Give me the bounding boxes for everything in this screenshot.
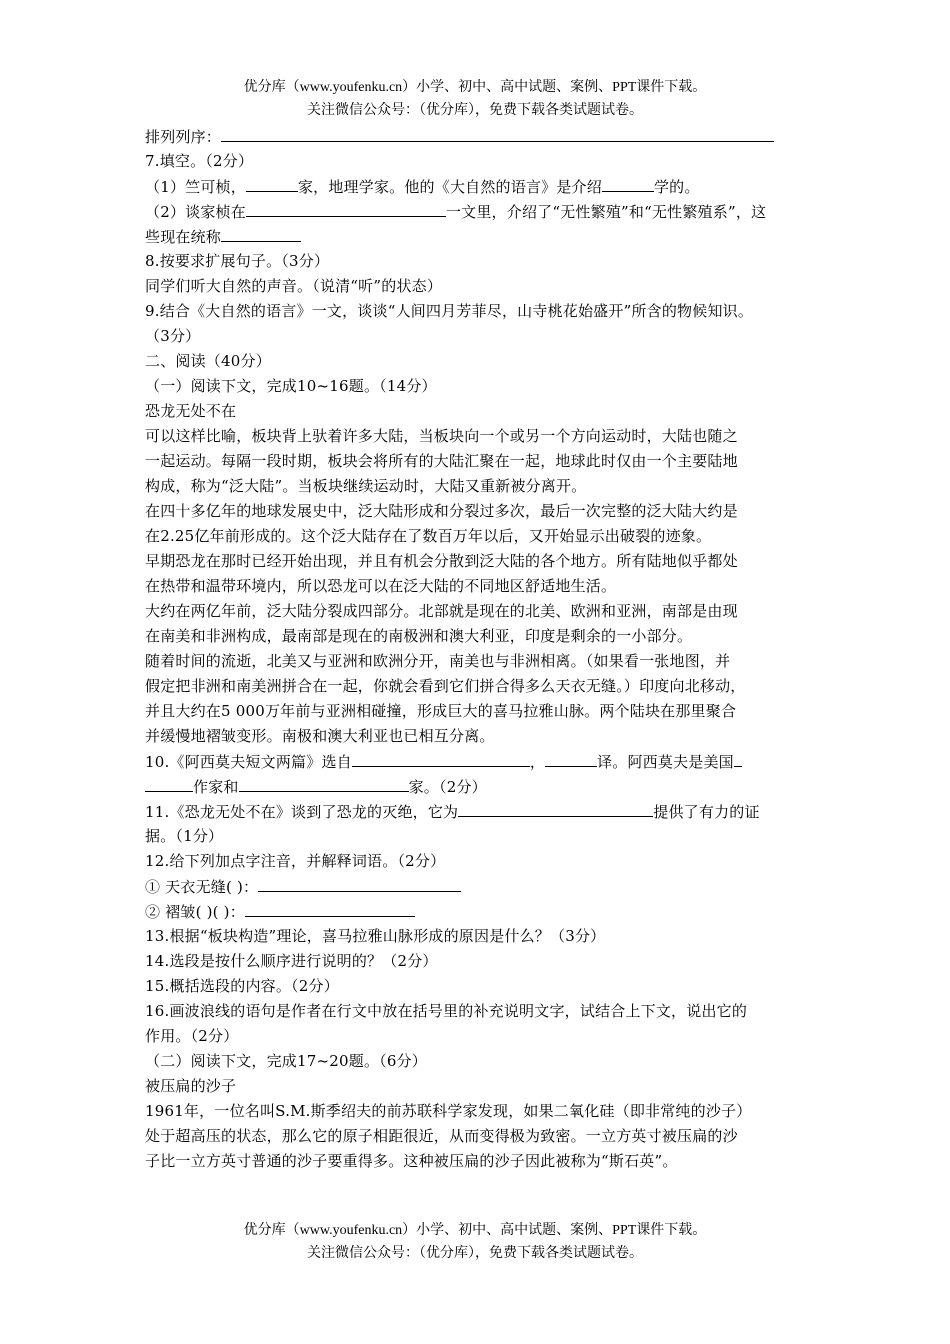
question-7: 7.填空。（2分） <box>145 152 254 170</box>
question-8-sentence: 同学们听大自然的声音。（说清“听”的状态） <box>145 277 443 295</box>
question-10: 10.《阿西莫夫短文两篇》选自 ， 译。阿西莫夫是美国 <box>145 749 810 774</box>
question-15: 15.概括选段的内容。（2分） <box>145 977 339 995</box>
passage-2-text: 处于超高压的状态，那么它的原子相距很近，从而变得极为致密。一立方英寸被压扁的沙 <box>145 1127 738 1145</box>
passage-1-text: 可以这样比喻，板块背上驮着许多大陆，当板块向一个或另一个方向运动时，大陆也随之 <box>145 427 738 445</box>
page-footer-line-1: 优分库（www.youfenku.cn）小学、初中、高中试题、案例、PPT课件下载。 <box>243 1223 707 1238</box>
page-footer-line-2: 关注微信公众号：（优分库），免费下载各类试题试卷。 <box>307 1246 643 1261</box>
page-header-line-2: 关注微信公众号：（优分库），免费下载各类试题试卷。 <box>307 103 643 118</box>
passage-1-text: 在四十多亿年的地球发展史中，泛大陆形成和分裂过多次，最后一次完整的泛大陆大约是 <box>145 502 738 520</box>
page-header-line-1: 优分库（www.youfenku.cn）小学、初中、高中试题、案例、PPT课件下载。 <box>243 80 707 95</box>
passage-2-text: 子比一立方英寸普通的沙子要重得多。这种被压扁的沙子因此被称为“斯石英”。 <box>145 1152 678 1170</box>
question-12: 12.给下列加点字注音，并解释词语。（2分） <box>145 852 446 870</box>
answer-blank <box>245 899 415 917</box>
answer-blank <box>258 874 461 892</box>
passage-1-text: 早期恐龙在那时已经开始出现，并且有机会分散到泛大陆的各个地方。所有陆地似乎都处 <box>145 552 738 570</box>
question-14: 14.选段是按什么顺序进行说明的？（2分） <box>145 952 438 970</box>
passage-1-text: 在南美和非洲构成，最南部是现在的南极洲和澳大利亚，印度是剩余的一小部分。 <box>145 627 693 645</box>
question-16: 16.画波浪线的语句是作者在行文中放在括号里的补充说明文字，试结合上下文，说出它的 <box>145 1002 748 1020</box>
question-9-score: （3分） <box>145 327 201 345</box>
answer-blank <box>246 199 446 217</box>
answer-blank <box>458 799 653 817</box>
passage-1-text: 随着时间的流逝，北美又与亚洲和欧洲分开，南美也与非洲相离。（如果看一张地图，并 <box>145 652 731 670</box>
passage-1-text: 假定把非洲和南美洲拼合在一起，你就会看到它们拼合得多么天衣无缝。）印度向北移动， <box>145 677 746 695</box>
answer-blank <box>602 174 654 192</box>
answer-blank <box>221 124 774 142</box>
passage-1-text: 在2.25亿年前形成的。这个泛大陆存在了数百万年以后，又开始显示出破裂的迹象。 <box>145 527 712 545</box>
question-7-2: （2）谈家桢在 一文里，介绍了“无性繁殖”和“无性繁殖系”，这 <box>145 199 810 224</box>
answer-blank <box>352 749 530 767</box>
question-12-item-2: ② 褶皱( )( )： <box>145 899 810 924</box>
passage-1-instruction: （一）阅读下文，完成10~16题。（14分） <box>145 377 437 395</box>
passage-1-text: 构成，称为“泛大陆”。当板块继续运动时，大陆又重新被分离开。 <box>145 477 587 495</box>
answer-blank <box>734 749 742 767</box>
passage-2-text: 1961年，一位名叫S.M.斯季绍夫的前苏联科学家发现，如果二氧化硅（即非常纯的沙子） <box>145 1102 752 1120</box>
question-13: 13.根据“板块构造”理论，喜马拉雅山脉形成的原因是什么？（3分） <box>145 927 606 945</box>
question-11: 11.《恐龙无处不在》谈到了恐龙的灭绝，它为 提供了有力的证 <box>145 799 810 824</box>
passage-1-text: 在热带和温带环境内，所以恐龙可以在泛大陆的不同地区舒适地生活。 <box>145 577 617 595</box>
answer-blank <box>545 749 597 767</box>
passage-2-instruction: （二）阅读下文，完成17~20题。（6分） <box>145 1052 427 1070</box>
passage-2-title: 被压扁的沙子 <box>145 1077 237 1095</box>
question-9: 9.结合《大自然的语言》一文，谈谈“人间四月芳菲尽，山寺桃花始盛开”所含的物候知识。 <box>145 302 754 320</box>
arrangement-line: 排列列序： <box>145 124 810 149</box>
section-reading-heading: 二、阅读（40分） <box>145 352 271 370</box>
passage-1-title: 恐龙无处不在 <box>145 402 237 420</box>
question-7-1: （1）竺可桢， 家，地理学家。他的《大自然的语言》是介绍 学的。 <box>145 174 810 199</box>
document-body <box>145 124 810 1174</box>
question-16-cont: 作用。（2分） <box>145 1027 239 1045</box>
question-12-item-1: ① 天衣无缝( )： <box>145 874 810 899</box>
answer-blank <box>145 774 193 792</box>
question-8: 8.按要求扩展句子。（3分） <box>145 252 330 270</box>
answer-blank <box>221 224 301 242</box>
passage-1-text: 并且大约在5 000万年前与亚洲相碰撞，形成巨大的喜马拉雅山脉。两个陆块在那里聚合 <box>145 702 737 720</box>
passage-1-text: 大约在两亿年前，泛大陆分裂成四部分。北部就是现在的北美、欧洲和亚洲，南部是由现 <box>145 602 738 620</box>
question-11-cont: 据。（1分） <box>145 827 224 845</box>
question-7-2-cont: 些现在统称 <box>145 224 810 249</box>
question-10-cont: 作家和 家。（2分） <box>145 774 810 799</box>
passage-1-text: 一起运动。每隔一段时期，板块会将所有的大陆汇聚在一起，地球此时仅由一个主要陆地 <box>145 452 738 470</box>
passage-1-text: 并缓慢地褶皱变形。南极和澳大利亚也已相互分离。 <box>145 727 495 745</box>
answer-blank <box>246 174 298 192</box>
answer-blank <box>239 774 409 792</box>
